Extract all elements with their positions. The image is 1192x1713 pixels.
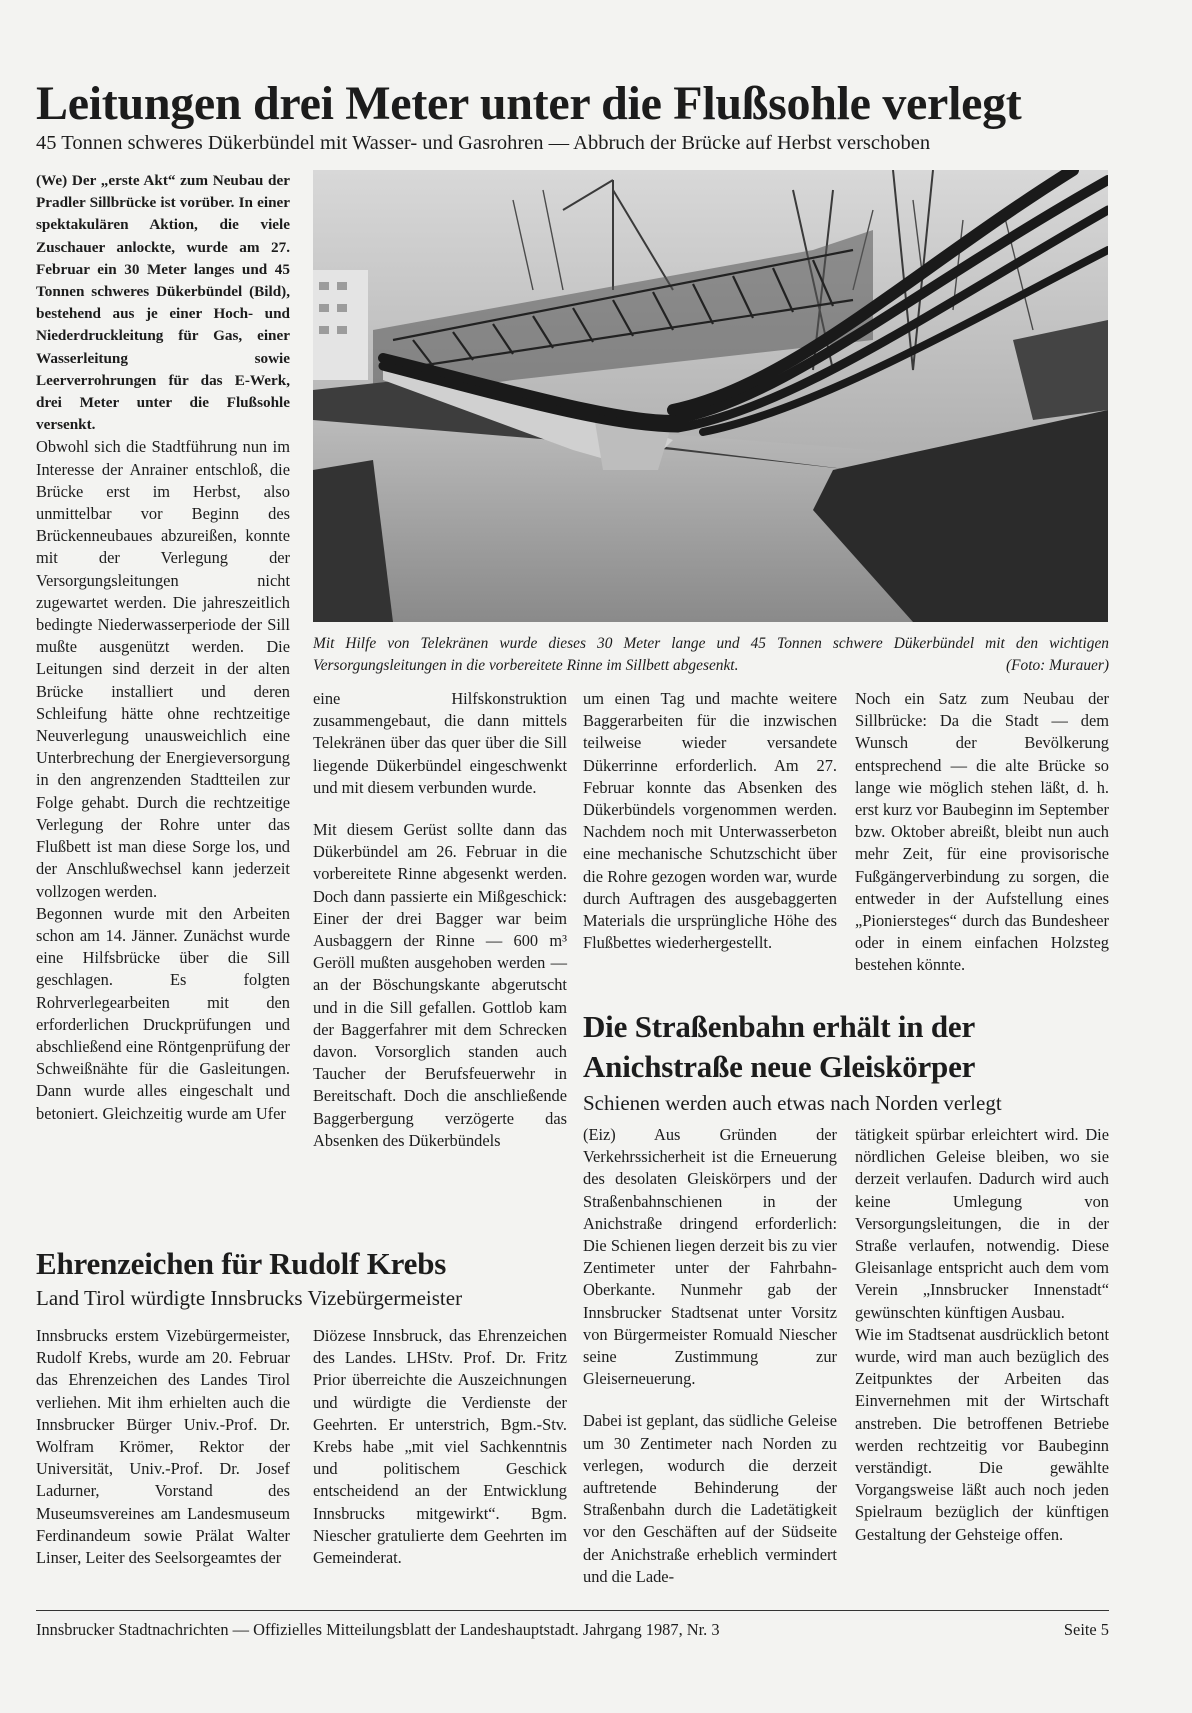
article1-lead: (We) Der „erste Akt“ zum Neubau der Pradler Sillbrücke ist vorüber. In einer spektakulären Aktion, die viele Zuschauer anlockte, wurde am 27. Februar ein 30 Meter langes und 45 Tonnen schweres Dükerbündel (Bild), bestehend aus je einer Hoch- und Niederdruckleitung für Gas, einer Wasserleitung sowie Leerverrohrungen für das E-Werk, drei Meter unter die Flußsohle versenkt.: [36, 172, 290, 434]
bridge-construction-photo: [313, 170, 1108, 622]
bridge-construction-photo-illustration: [313, 170, 1108, 622]
article1-column-3: [583, 688, 837, 954]
article1-paragraph: Noch ein Satz zum Neubau der Sillbrücke: Da die Stadt — dem Wunsch der Bevölkerung entsprechend — die alte Brücke so lange wie möglich stehen läßt, d. h. erst kurz vor Baubeginn im September bzw. Oktober abreißt, bleibt nun auch mehr Zeit, für eine provisorische Fußgängerverbindung zu sorgen, die entweder in der Aufstellung eines „Pioniersteges“ durch das Bundesheer oder in einem einfachen Holzsteg bestehen könnte.: [855, 689, 1109, 975]
article2-subheadline: Schienen werden auch etwas nach Norden verlegt: [583, 1091, 1002, 1115]
article3-column-1: [36, 1325, 290, 1569]
article2-paragraph: Dabei ist geplant, das südliche Geleise um 30 Zentimeter nach Norden zu verlegen, wodurch die derzeit auftretende Behinderung der Straßenbahn durch die Ladetätigkeit vor den Geschäften auf der Südseite der Anichstraße erheblich vermindert und die Lade-: [583, 1411, 837, 1586]
subheadline: 45 Tonnen schweres Dükerbündel mit Wasser- und Gasrohren — Abbruch der Brücke auf Herbst verschoben: [36, 132, 931, 154]
article2-headline: Die Straßenbahn erhält in der Anichstraße neue Gleiskörper: [583, 1009, 976, 1084]
article2-column-2: [855, 1124, 1109, 1546]
photo-credit: (Foto: Murauer): [1005, 657, 1109, 674]
footer-publication: Innsbrucker Stadtnachrichten — Offizielles Mitteilungsblatt der Landeshauptstadt. Jahrgang 1987, Nr. 3: [36, 1620, 720, 1639]
article1-paragraph: Begonnen wurde mit den Arbeiten schon am 14. Jänner. Zunächst wurde eine Hilfsbrücke über die Sill geschlagen. Es folgten Rohrverlegearbeiten mit den erforderlichen Druckprüfungen und abschließend eine Röntgenprüfung der Schweißnähte für die Gasleitungen. Dann wurde alles eingeschalt und betoniert. Gleichzeitig wurde am Ufer: [36, 903, 290, 1123]
article1-paragraph: Mit diesem Gerüst sollte dann das Dükerbündel am 26. Februar in die vorbereitete Rinne abgesenkt werden. Doch dann passierte ein Mißgeschick: Einer der drei Bagger war beim Ausbaggern der Rinne — 600 m³ Geröll mußten ausgehoben werden — an der Böschungskante abgerutscht und in die Sill gefallen. Gottlob kam der Baggerfahrer mit dem Schrecken davon. Vorsorglich standen auch Taucher der Berufsfeuerwehr in Bereitschaft. Doch die anschließende Baggerbergung verzögerte das Absenken des Dükerbündels: [313, 820, 567, 1150]
article1-paragraph: um einen Tag und machte weitere Baggerarbeiten für die inzwischen teilweise wieder versandete Dükerrinne erforderlich. Am 27. Februar konnte das Absenken des Dükerbündels vorgenommen werden. Nachdem noch mit Unterwasserbeton eine mechanische Schutzschicht über die Rohre gezogen worden war, wurde durch Auftragen des ausgebaggerten Materials die ursprüngliche Höhe des Flußbettes wiederhergestellt.: [583, 689, 837, 953]
article2-column-1: [583, 1124, 837, 1588]
article2-paragraph: Wie im Stadtsenat ausdrücklich betont wurde, wird man auch bezüglich des Zeitpunktes der Arbeiten das Einvernehmen mit der Wirtschaft anstreben. Die betroffenen Betriebe werden rechtzeitig vor Baubeginn verständigt. Die gewählte Vorgangsweise läßt auch noch jeden Spielraum bezüglich der künftigen Gestaltung der Gehsteige offen.: [855, 1324, 1109, 1544]
article3-headline: Ehrenzeichen für Rudolf Krebs: [36, 1246, 447, 1281]
article1-paragraph: Obwohl sich die Stadtführung nun im Interesse der Anrainer entschloß, die Brücke erst im Herbst, also unmittelbar vor Beginn des Brückenneubaues abzureißen, konnte mit der Verlegung der Versorgungsleitungen nicht zugewartet werden. Die jahreszeitlich bedingte Niederwasserperiode der Sill mußte ausgenützt werden. Die Leitungen sind derzeit in der alten Brücke installiert und deren Schleifung hätte ohne rechtzeitige Neuverlegung unausweichlich eine Unterbrechung der Energieversorgung in den angrenzenden Stadtteilen zur Folge gehabt. Durch die rechtzeitige Verlegung der Rohre unter das Flußbett ist man diese Sorge los, und der Anschlußwechsel kann jederzeit vollzogen werden.: [36, 437, 290, 901]
article3-paragraph: Innsbrucks erstem Vizebürgermeister, Rudolf Krebs, wurde am 20. Februar das Ehrenzeichen des Landes Tirol verliehen. Mit ihm erhielten auch die Innsbrucker Bürger Univ.-Prof. Dr. Wolfram Krömer, Rektor der Universität, Univ.-Prof. Dr. Josef Ladurner, Vorstand des Museumsvereines am Landesmuseum Ferdinandeum sowie Prälat Walter Linser, Leiter des Seelsorgeamtes der: [36, 1326, 290, 1568]
caption-text: Mit Hilfe von Telekränen wurde dieses 30 Meter lange und 45 Tonnen schwere Dükerbündel mit den wichtigen Versorgungsleitungen in die vorbereitete Rinne im Sillbett abgesenkt.: [313, 635, 1109, 674]
article3-column-2: [313, 1325, 567, 1569]
photo-caption: [313, 633, 1109, 677]
article1-column-2: [313, 688, 567, 1152]
article1-column-4: [855, 688, 1109, 977]
article2-paragraph: tätigkeit spürbar erleichtert wird. Die nördlichen Geleise bleiben, wo sie derzeit verlaufen. Dadurch wird auch keine Umlegung von Versorgungsleitungen, die in der Straße verlaufen, notwendig. Diese Gleisanlage entspricht auch dem vom Verein „Innsbrucker Innenstadt“ gewünschten künftigen Ausbau.: [855, 1125, 1109, 1322]
article3-subheadline: Land Tirol würdigte Innsbrucks Vizebürgermeister: [36, 1286, 463, 1310]
article2-paragraph: (Eiz) Aus Gründen der Verkehrssicherheit ist die Erneuerung des desolaten Gleiskörpers und der Straßenbahnschienen in der Anichstraße dringend erforderlich: Die Schienen liegen derzeit bis zu vier Zentimeter unter der Fahrbahn-Oberkante. Nunmehr gab der Innsbrucker Stadtsenat unter Vorsitz von Bürgermeister Romuald Niescher seine Zustimmung zur Gleiserneuerung.: [583, 1125, 837, 1389]
article1-paragraph: eine Hilfskonstruktion zusammengebaut, die dann mittels Telekränen über das quer über die Sill liegende Dükerbündel eingeschwenkt und mit diesem verbunden wurde.: [313, 689, 567, 797]
headline: Leitungen drei Meter unter die Flußsohle verlegt: [36, 77, 1022, 130]
page-footer: [36, 1610, 1109, 1641]
page-number: Seite 5: [1063, 1620, 1109, 1639]
article1-column-1: [36, 170, 290, 1125]
article3-paragraph: Diözese Innsbruck, das Ehrenzeichen des Landes. LHStv. Prof. Dr. Fritz Prior überreichte die Auszeichnungen und würdigte die Verdienste der Geehrten. Er unterstrich, Bgm.-Stv. Krebs habe „mit viel Sachkenntnis und politischem Geschick entscheidend an der Entwicklung Innsbrucks mitgewirkt“. Bgm. Niescher gratulierte dem Geehrten im Gemeinderat.: [313, 1326, 567, 1568]
